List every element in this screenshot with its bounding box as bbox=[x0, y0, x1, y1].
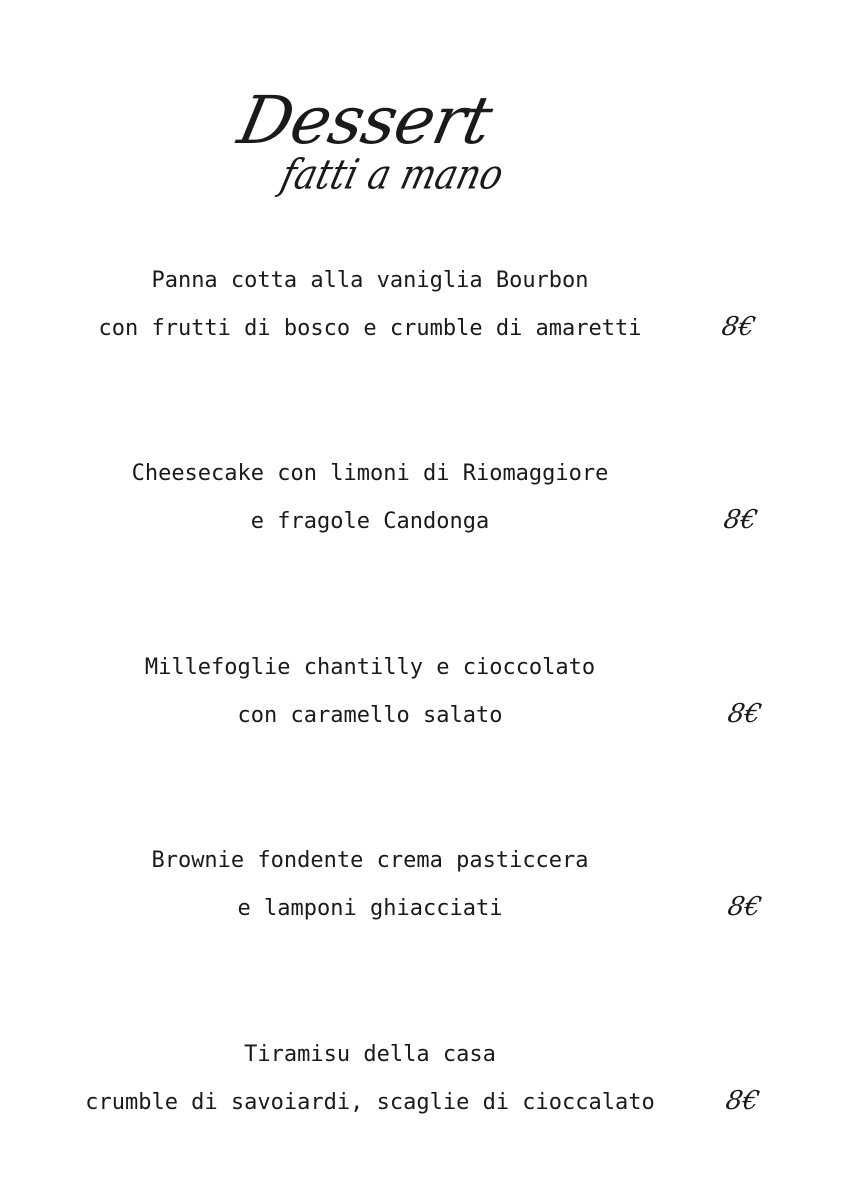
menu-item-description: con frutti di bosco e crumble di amaretti bbox=[98, 316, 642, 341]
menu-title: Dessert bbox=[231, 82, 499, 159]
menu-item-description: con caramello salato bbox=[237, 703, 503, 728]
menu-item-name: Tiramisu della casa bbox=[244, 1042, 496, 1067]
menu-item-name: Millefoglie chantilly e cioccolato bbox=[144, 655, 596, 680]
menu-item-name: Panna cotta alla vaniglia Bourbon bbox=[151, 268, 589, 293]
menu-item-name: Brownie fondente crema pasticcera bbox=[151, 848, 589, 873]
menu-item-price: 8€ bbox=[719, 312, 758, 342]
menu-item-description: e fragole Candonga bbox=[250, 509, 490, 534]
menu-item-description: e lamponi ghiacciati bbox=[237, 896, 503, 921]
menu-subtitle: fatti a mano bbox=[276, 151, 509, 199]
menu-item-price: 8€ bbox=[725, 892, 764, 922]
menu-item-name: Cheesecake con limoni di Riomaggiore bbox=[131, 461, 609, 486]
menu-item-description: crumble di savoiardi, scaglie di cioccalato bbox=[85, 1090, 655, 1115]
menu-item-price: 8€ bbox=[723, 1086, 762, 1116]
menu-item-price: 8€ bbox=[721, 505, 760, 535]
menu-title-block bbox=[230, 82, 530, 223]
menu-item-price: 8€ bbox=[725, 699, 764, 729]
